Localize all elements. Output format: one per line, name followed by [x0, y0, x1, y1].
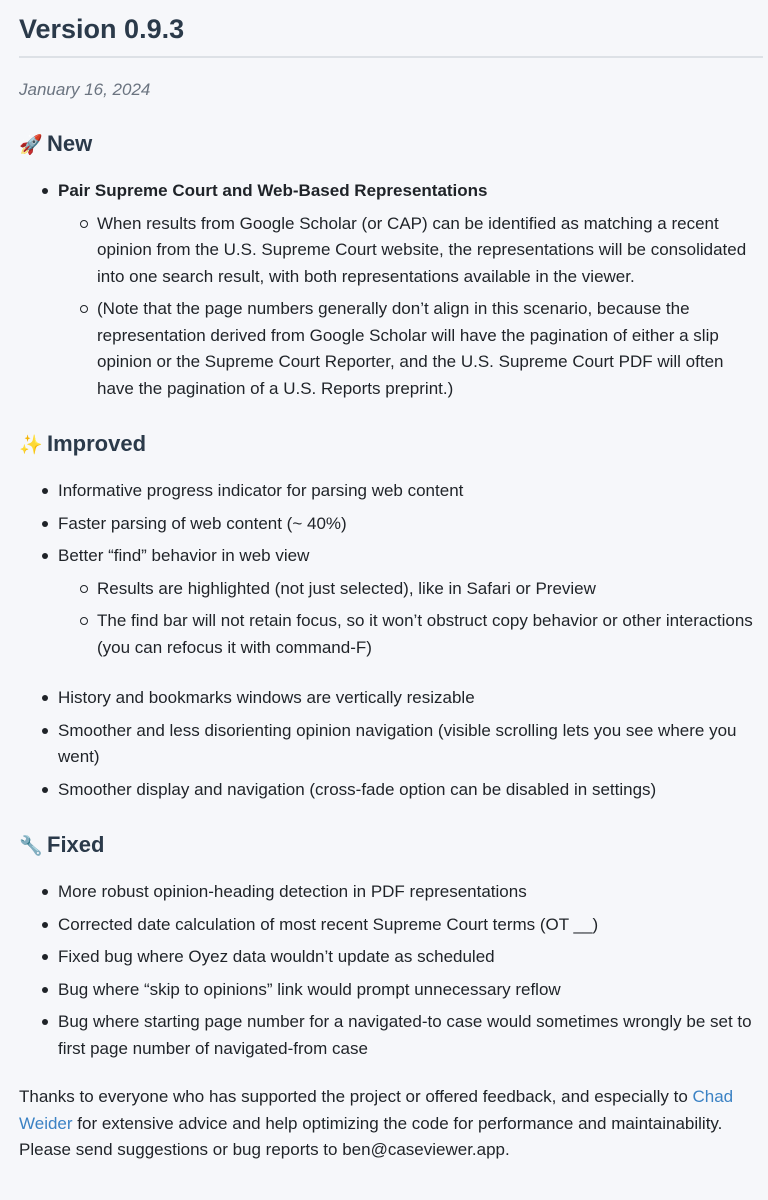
new-list — [19, 178, 763, 402]
fixed-list — [19, 879, 763, 1062]
sub-list — [58, 576, 763, 662]
footer-text-after: for extensive advice and help optimizing the code for performance and maintainability. Please send suggestions or bug reports to ben@caseviewer.app. — [19, 1113, 723, 1159]
sub-list-item: Results are highlighted (not just selected), like in Safari or Preview — [58, 576, 763, 603]
rocket-icon: 🚀 — [19, 135, 43, 156]
list-item-label: Better “find” behavior in web view — [58, 546, 310, 565]
list-item-label: Pair Supreme Court and Web-Based Representations — [58, 181, 488, 200]
section-heading-fixed — [19, 831, 763, 861]
section-heading-label: Fixed — [47, 832, 105, 857]
footer-text-before: Thanks to everyone who has supported the project or offered feedback, and especially to — [19, 1087, 693, 1106]
sub-list-item: (Note that the page numbers generally don’t align in this scenario, because the representation derived from Google Scholar will have the pagination of either a slip opinion or the Supreme Court Reporter, and the U.S. Supreme Court PDF will often have the pagination of a U.S. Reports preprint.) — [58, 296, 763, 402]
thanks-paragraph — [19, 1084, 763, 1164]
list-item: Informative progress indicator for parsing web content — [19, 478, 763, 505]
list-item: More robust opinion-heading detection in PDF representations — [19, 879, 763, 906]
list-item: Smoother and less disorienting opinion navigation (visible scrolling lets you see where you went) — [19, 718, 763, 771]
version-title: Version 0.9.3 — [19, 0, 763, 58]
sparkles-icon: ✨ — [19, 435, 43, 456]
release-date: January 16, 2024 — [19, 80, 151, 99]
sub-list-item: When results from Google Scholar (or CAP) can be identified as matching a recent opinion from the U.S. Supreme Court website, the representations will be consolidated into one search result, with both representations available in the viewer. — [58, 211, 763, 291]
list-item: Faster parsing of web content (~ 40%) — [19, 511, 763, 538]
section-heading-new — [19, 130, 763, 160]
improved-list — [19, 478, 763, 803]
list-item: Corrected date calculation of most recent Supreme Court terms (OT __) — [19, 912, 763, 939]
section-heading-label: Improved — [47, 431, 147, 456]
list-item: Fixed bug where Oyez data wouldn’t update as scheduled — [19, 944, 763, 971]
sub-list-item: The find bar will not retain focus, so it won’t obstruct copy behavior or other interactions (you can refocus it with command-F) — [58, 608, 763, 661]
list-item — [19, 543, 763, 679]
list-spacer — [58, 667, 763, 679]
chad-weider-link[interactable]: Chad Weider — [19, 1087, 734, 1133]
list-item — [19, 178, 763, 402]
list-item: Smoother display and navigation (cross-fade option can be disabled in settings) — [19, 777, 763, 804]
list-item: Bug where “skip to opinions” link would prompt unnecessary reflow — [19, 977, 763, 1004]
wrench-icon: 🔧 — [19, 836, 43, 857]
list-item: Bug where starting page number for a navigated-to case would sometimes wrongly be set to first page number of navigated-from case — [19, 1009, 763, 1062]
sub-list — [58, 211, 763, 403]
list-item: History and bookmarks windows are vertically resizable — [19, 685, 763, 712]
section-heading-label: New — [47, 131, 93, 156]
section-heading-improved — [19, 430, 763, 460]
